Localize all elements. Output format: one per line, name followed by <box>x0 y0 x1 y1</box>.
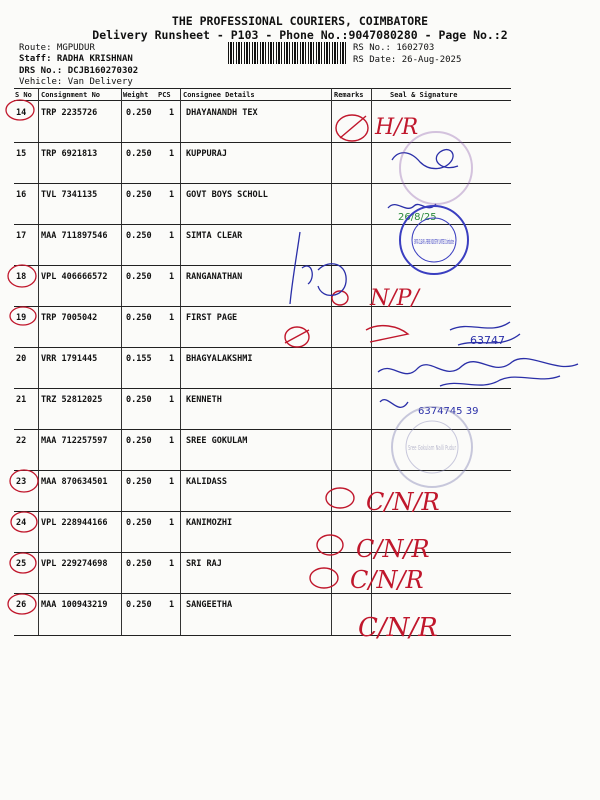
row-sno: 24 <box>16 518 27 528</box>
row-consignment: TRZ 52812025 <box>41 395 103 405</box>
row-pcs: 1 <box>169 190 175 200</box>
sno-circle-marks <box>6 100 38 614</box>
row-pcs: 1 <box>169 354 175 364</box>
row-weight: 0.250 <box>126 436 152 446</box>
stamp-text: SIMTA CLEAR & FIBRE INDUSTRY LIMITED Coimbatore <box>414 238 454 246</box>
row-weight: 0.250 <box>126 313 152 323</box>
row-sno: 15 <box>16 149 27 159</box>
row-consignee: SIMTA CLEAR <box>186 231 243 241</box>
row-consignment: MAA 100943219 <box>41 600 108 610</box>
svg-text:C/N/R: C/N/R <box>366 488 440 516</box>
row-sno: 19 <box>16 313 27 323</box>
row-consignment: TRP 2235726 <box>41 108 98 118</box>
row-sno: 17 <box>16 231 27 241</box>
svg-text:N/P/: N/P/ <box>370 286 419 311</box>
svg-text:6374745 39: 6374745 39 <box>418 406 479 417</box>
row-consignee: RANGANATHAN <box>186 272 243 282</box>
row-consignment: MAA 870634501 <box>41 477 108 487</box>
rs-number: RS No.: 1602703 <box>353 43 435 53</box>
row-pcs: 1 <box>169 600 175 610</box>
col-header-consignment: Consignment No <box>41 91 101 99</box>
rs-date: RS Date: 26-Aug-2025 <box>353 55 462 65</box>
company-title: THE PROFESSIONAL COURIERS, COIMBATORE <box>171 14 429 28</box>
row-weight: 0.250 <box>126 600 152 610</box>
route-label: Route: MGPUDUR <box>19 43 95 53</box>
row-consignment: TRP 7005042 <box>41 313 98 323</box>
remarks-text <box>350 115 440 643</box>
row-sno: 22 <box>16 436 27 446</box>
row-sno: 23 <box>16 477 27 487</box>
row-sno: 26 <box>16 600 27 610</box>
row-consignee: KALIDASS <box>186 477 227 487</box>
row-sno: 18 <box>16 272 27 282</box>
col-header-remarks: Remarks <box>334 91 364 99</box>
row-consignment: VPL 406666572 <box>41 272 108 282</box>
row-pcs: 1 <box>169 231 175 241</box>
row-pcs: 1 <box>169 518 175 528</box>
row-consignment: MAA 712257597 <box>41 436 108 446</box>
row-pcs: 1 <box>169 436 175 446</box>
row-weight: 0.250 <box>126 231 152 241</box>
row-consignee: FIRST PAGE <box>186 313 238 323</box>
row-consignee: SRI RAJ <box>186 559 222 569</box>
faded-stamp <box>392 407 472 487</box>
col-header-details: Consignee Details <box>183 91 255 99</box>
row-consignee: SANGEETHA <box>186 600 233 610</box>
row-consignment: VPL 229274698 <box>41 559 108 569</box>
row-consignee: KENNETH <box>186 395 222 405</box>
row-weight: 0.250 <box>126 395 152 405</box>
runsheet-subtitle: Delivery Runsheet - P103 - Phone No.:9047080280 - Page No.:2 <box>92 28 508 42</box>
row-pcs: 1 <box>169 108 175 118</box>
svg-text:26/8/25: 26/8/25 <box>398 212 437 223</box>
row-sno: 16 <box>16 190 27 200</box>
row-sno: 20 <box>16 354 27 364</box>
svg-text:C/N/R: C/N/R <box>350 566 424 594</box>
row-consignee: SREE GOKULAM <box>186 436 248 446</box>
svg-text:C/N/R: C/N/R <box>356 535 430 563</box>
row-consignment: VPL 228944166 <box>41 518 108 528</box>
row-weight: 0.250 <box>126 149 152 159</box>
col-header-sno: S No <box>15 91 32 99</box>
row-consignment: VRR 1791445 <box>41 354 98 364</box>
row-sno: 21 <box>16 395 27 405</box>
row-weight: 0.250 <box>126 108 152 118</box>
row-weight: 0.155 <box>126 354 152 364</box>
row-weight: 0.250 <box>126 190 152 200</box>
svg-text:H/R: H/R <box>375 115 419 140</box>
vehicle-label: Vehicle: Van Delivery <box>19 77 133 87</box>
row-pcs: 1 <box>169 272 175 282</box>
drs-label: DRS No.: DCJB160270302 <box>19 66 139 76</box>
col-header-seal: Seal & Signature <box>390 91 458 99</box>
col-header-weight: Weight <box>123 91 149 99</box>
row-consignee: GOVT BOYS SCHOLL <box>186 190 268 200</box>
svg-text:C/N/R: C/N/R <box>358 613 438 643</box>
row-weight: 0.250 <box>126 518 152 528</box>
row-pcs: 1 <box>169 395 175 405</box>
row-consignee: BHAGYALAKSHMI <box>186 354 253 364</box>
row-consignee: DHAYANANDH TEX <box>186 108 258 118</box>
row-weight: 0.250 <box>126 272 152 282</box>
row-consignee: KANIMOZHI <box>186 518 233 528</box>
staff-label: Staff: RADHA KRISHNAN <box>19 54 133 64</box>
row-consignment: MAA 711897546 <box>41 231 108 241</box>
row-weight: 0.250 <box>126 477 152 487</box>
remarks-marks <box>285 115 408 588</box>
row-consignee: KUPPURAJ <box>186 149 227 159</box>
row-pcs: 1 <box>169 477 175 487</box>
svg-text:63747: 63747 <box>470 334 505 347</box>
row-weight: 0.250 <box>126 559 152 569</box>
row-sno: 25 <box>16 559 27 569</box>
row-consignment: TVL 7341135 <box>41 190 98 200</box>
col-header-pcs: PCS <box>158 91 171 99</box>
row-pcs: 1 <box>169 313 175 323</box>
row-sno: 14 <box>16 108 27 118</box>
faded-stamp-text: Sree Gokulam Nalli Pudur <box>408 444 457 452</box>
row-pcs: 1 <box>169 559 175 569</box>
row-pcs: 1 <box>169 149 175 159</box>
row-consignment: TRP 6921813 <box>41 149 98 159</box>
signature-marks <box>290 150 578 408</box>
